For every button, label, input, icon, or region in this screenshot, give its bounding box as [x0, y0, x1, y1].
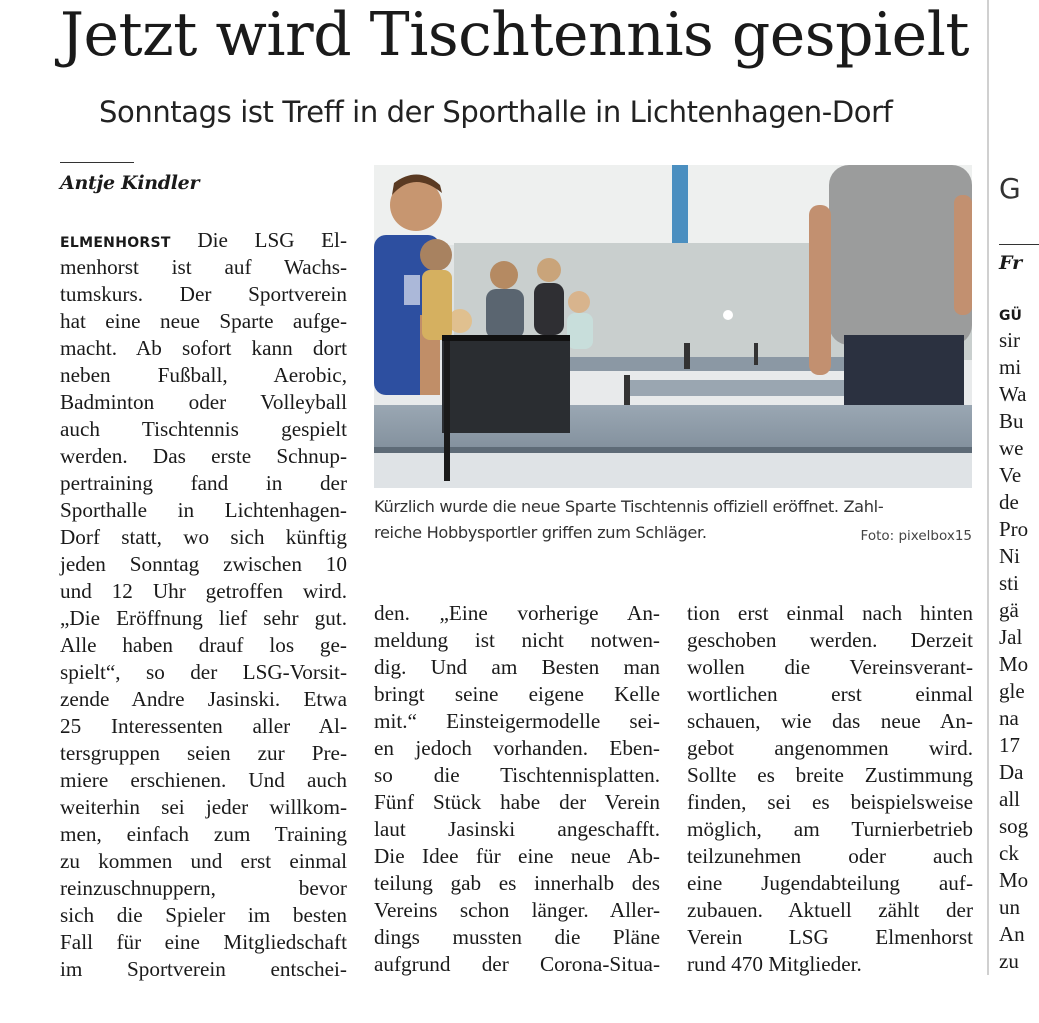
text-line: gebot angenommen wird. [687, 736, 973, 760]
side-text-line: Da [999, 760, 1024, 784]
side-author: Fr [999, 252, 1023, 274]
text-line: Sollte es breite Zustimmung [687, 763, 973, 787]
text-line: pertraining fand in der [60, 471, 347, 495]
side-text-line: we [999, 436, 1024, 460]
side-author-rule [999, 244, 1039, 245]
side-text-line: Wa [999, 382, 1027, 406]
caption-line: reiche Hobbysportler griffen zum Schläger. [374, 523, 707, 542]
text-line: Vereins schon länger. Aller- [374, 898, 660, 922]
text-line: den. „Eine vorherige An- [374, 601, 660, 625]
subheadline: Sonntags ist Treff in der Sporthalle in Lichtenhagen-Dorf [99, 95, 893, 129]
text-line: jeden Sonntag zwischen 10 [60, 552, 347, 576]
text-line: dig. Und am Besten man [374, 655, 660, 679]
text-line: tion erst einmal nach hinten [687, 601, 973, 625]
text-line: und 12 Uhr getroffen wird. [60, 579, 347, 603]
text-line: tersgruppen seien zur Pre- [60, 741, 347, 765]
column-divider [987, 0, 989, 975]
text-line: sich die Spieler im besten [60, 903, 347, 927]
text-line: schauen, wie das neue An- [687, 709, 973, 733]
side-text-line: all [999, 787, 1020, 811]
side-text-line: na [999, 706, 1019, 730]
article-photo [374, 165, 972, 488]
side-article-headline: G [999, 172, 1021, 205]
text-line: Die Idee für eine neue Ab- [374, 844, 660, 868]
side-text-line: sog [999, 814, 1029, 838]
side-text-line: mi [999, 355, 1022, 379]
text-line: Verein LSG Elmenhorst [687, 925, 973, 949]
author-rule [60, 162, 134, 163]
article-column-3 [687, 600, 973, 978]
text-line: 25 Interessenten aller Al- [60, 714, 347, 738]
text-line: möglich, am Turnierbetrieb [687, 817, 973, 841]
text-line: laut Jasinski angeschafft. [374, 817, 660, 841]
text-line: eine Jugendabteilung auf- [687, 871, 973, 895]
text-line: miere erschienen. Und auch [60, 768, 347, 792]
text-line: finden, sei es beispielsweise [687, 790, 973, 814]
side-text-line: Pro [999, 517, 1029, 541]
text-line: weiterhin sei jeder willkom- [60, 795, 347, 819]
side-text-line: 17 [999, 733, 1020, 757]
caption-line: Kürzlich wurde die neue Sparte Tischtennis offiziell eröffnet. Zahl- [374, 497, 884, 516]
text-line: tumskurs. Der Sportverein [60, 282, 347, 306]
text-line: neben Fußball, Aerobic, [60, 363, 347, 387]
headline: Jetzt wird Tischtennis gespielt [60, 0, 969, 70]
text-line: teilzunehmen oder auch [687, 844, 973, 868]
text-line: meldung ist nicht notwen- [374, 628, 660, 652]
side-text-line: zu [999, 949, 1019, 973]
side-text-line: sir [999, 328, 1020, 352]
side-text-line: de [999, 490, 1019, 514]
text-line: Sporthalle in Lichtenhagen- [60, 498, 347, 522]
side-text-line: gle [999, 679, 1025, 703]
first-line-text: Die LSG El- [197, 228, 347, 252]
text-line: im Sportverein entschei- [60, 957, 347, 981]
text-line: geschoben werden. Derzeit [687, 628, 973, 652]
first-line [60, 227, 347, 254]
text-line: en jedoch vorhanden. Eben- [374, 736, 660, 760]
text-line: so die Tischtennisplatten. [374, 763, 660, 787]
side-text-line: Jal [999, 625, 1023, 649]
side-text-line: ck [999, 841, 1019, 865]
side-text-line: gä [999, 598, 1019, 622]
side-text-line: Ni [999, 544, 1020, 568]
text-line: zu kommen und erst einmal [60, 849, 347, 873]
text-line: hat eine neue Sparte aufge- [60, 309, 347, 333]
text-line: werden. Das erste Schnup- [60, 444, 347, 468]
text-line: bringt seine eigene Kelle [374, 682, 660, 706]
text-line: mit.“ Einsteigermodelle sei- [374, 709, 660, 733]
text-line: wortlichen erst einmal [687, 682, 973, 706]
article-column-2 [374, 600, 660, 978]
text-line: wollen die Vereinsverant- [687, 655, 973, 679]
text-line: Badminton oder Volleyball [60, 390, 347, 414]
side-text-line: An [999, 922, 1025, 946]
text-line: men, einfach zum Training [60, 822, 347, 846]
text-line: menhorst ist auf Wachs- [60, 255, 347, 279]
text-line: zende Andre Jasinski. Etwa [60, 687, 347, 711]
author: Antje Kindler [60, 172, 200, 194]
photo-credit: Foto: pixelbox15 [860, 528, 972, 544]
side-dateline: GÜ [999, 308, 1022, 324]
dateline: ELMENHORST [60, 235, 171, 251]
text-line: Alle haben drauf los ge- [60, 633, 347, 657]
text-line: auch Tischtennis gespielt [60, 417, 347, 441]
side-text-line: un [999, 895, 1020, 919]
text-line: macht. Ab sofort kann dort [60, 336, 347, 360]
text-line: „Die Eröffnung lief sehr gut. [60, 606, 347, 630]
text-line: spielt“, so der LSG-Vorsit- [60, 660, 347, 684]
text-line: aufgrund der Corona-Situa- [374, 952, 660, 976]
side-text-line: sti [999, 571, 1019, 595]
text-line: Fall für eine Mitgliedschaft [60, 930, 347, 954]
side-text-line: Mo [999, 868, 1029, 892]
text-line: dings mussten die Pläne [374, 925, 660, 949]
text-line: teilung gab es innerhalb des [374, 871, 660, 895]
text-line: reinzuschnuppern, bevor [60, 876, 347, 900]
table-tennis-photo [374, 165, 972, 488]
side-text-line: Bu [999, 409, 1024, 433]
text-line: Fünf Stück habe der Verein [374, 790, 660, 814]
side-text-line: Mo [999, 652, 1029, 676]
text-line: zubauen. Aktuell zählt der [687, 898, 973, 922]
side-text-line: Ve [999, 463, 1022, 487]
text-line: rund 470 Mitglieder. [687, 952, 862, 976]
article-column-1 [60, 227, 347, 983]
text-line: Dorf statt, wo sich künftig [60, 525, 347, 549]
